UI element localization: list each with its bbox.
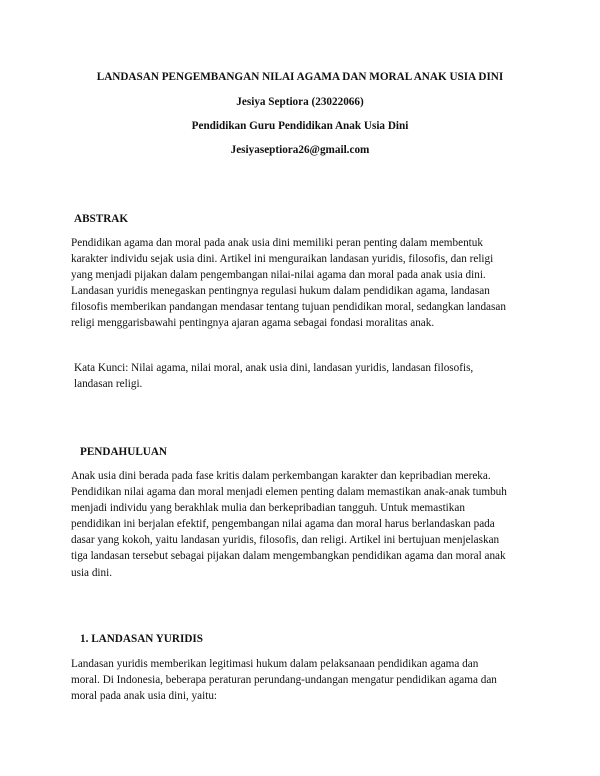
abstract-line: Pendidikan agama dan moral pada anak usia dini memiliki peran penting dalam membentuk — [71, 237, 483, 249]
introduction-line: usia dini. — [71, 566, 113, 579]
keywords-line: landasan religi. — [74, 378, 143, 391]
document-title: LANDASAN PENGEMBANGAN NILAI AGAMA DAN MORAL ANAK USIA DINI — [96, 71, 504, 83]
section-1-line: moral. Di Indonesia, beberapa peraturan perundang-undangan mengatur pendidikan agama dan — [71, 674, 497, 687]
section-1-heading: 1. LANDASAN YURIDIS — [80, 633, 203, 645]
abstract-line: yang menjadi pijakan dalam pengembangan nilai-nilai agama dan moral pada anak usia dini. — [71, 269, 486, 282]
abstract-line: karakter individu sejak usia dini. Artikel ini menguraikan landasan yuridis, filosofis, dan religi — [71, 253, 494, 266]
keywords-paragraph — [74, 360, 544, 392]
abstract-line: filosofis memberikan pandangan mendasar tentang tujuan pendidikan moral, sedangkan landasan — [71, 301, 506, 314]
introduction-line: menjadi individu yang berakhlak mulia dan berkepribadian tangguh. Untuk memastikan — [71, 502, 465, 515]
introduction-paragraph — [71, 468, 541, 581]
author-name: Jesiya Septiora (23022066) — [236, 96, 364, 108]
introduction-line: tiga landasan tersebut sebagai pijakan dalam mengembangkan pendidikan agama dan moral anak — [71, 550, 506, 563]
author-email: Jesiyaseptiora26@gmail.com — [230, 144, 370, 156]
abstract-heading: ABSTRAK — [74, 213, 129, 225]
introduction-line: Pendidikan nilai agama dan moral menjadi elemen penting dalam memastikan anak-anak tumbuh — [71, 486, 507, 499]
section-1-line: moral pada anak usia dini, yaitu: — [71, 690, 218, 703]
abstract-paragraph — [71, 235, 541, 332]
abstract-line: religi menggarisbawahi pentingnya ajaran agama sebagai fondasi moralitas anak. — [71, 317, 435, 330]
introduction-line: pendidikan ini berjalan efektif, pengembangan nilai agama dan moral harus berlandaskan pada — [71, 518, 495, 531]
introduction-heading: PENDAHULUAN — [80, 446, 168, 458]
section-1-line: Landasan yuridis memberikan legitimasi hukum dalam pelaksanaan pendidikan agama dan — [71, 658, 479, 670]
study-program: Pendidikan Guru Pendidikan Anak Usia Dini — [191, 120, 409, 132]
keywords-line: Kata Kunci: Nilai agama, nilai moral, anak usia dini, landasan yuridis, landasan filosofis, — [74, 362, 474, 374]
section-1-paragraph — [71, 656, 541, 704]
abstract-line: Landasan yuridis menegaskan pentingnya regulasi hukum dalam pendidikan agama, landasan — [71, 285, 490, 298]
introduction-line: dasar yang kokoh, yaitu landasan yuridis, filosofis, dan religi. Artikel ini bertujuan menjelaskan — [71, 534, 500, 547]
introduction-line: Anak usia dini berada pada fase kritis dalam perkembangan karakter dan kepribadian mereka. — [71, 470, 491, 482]
